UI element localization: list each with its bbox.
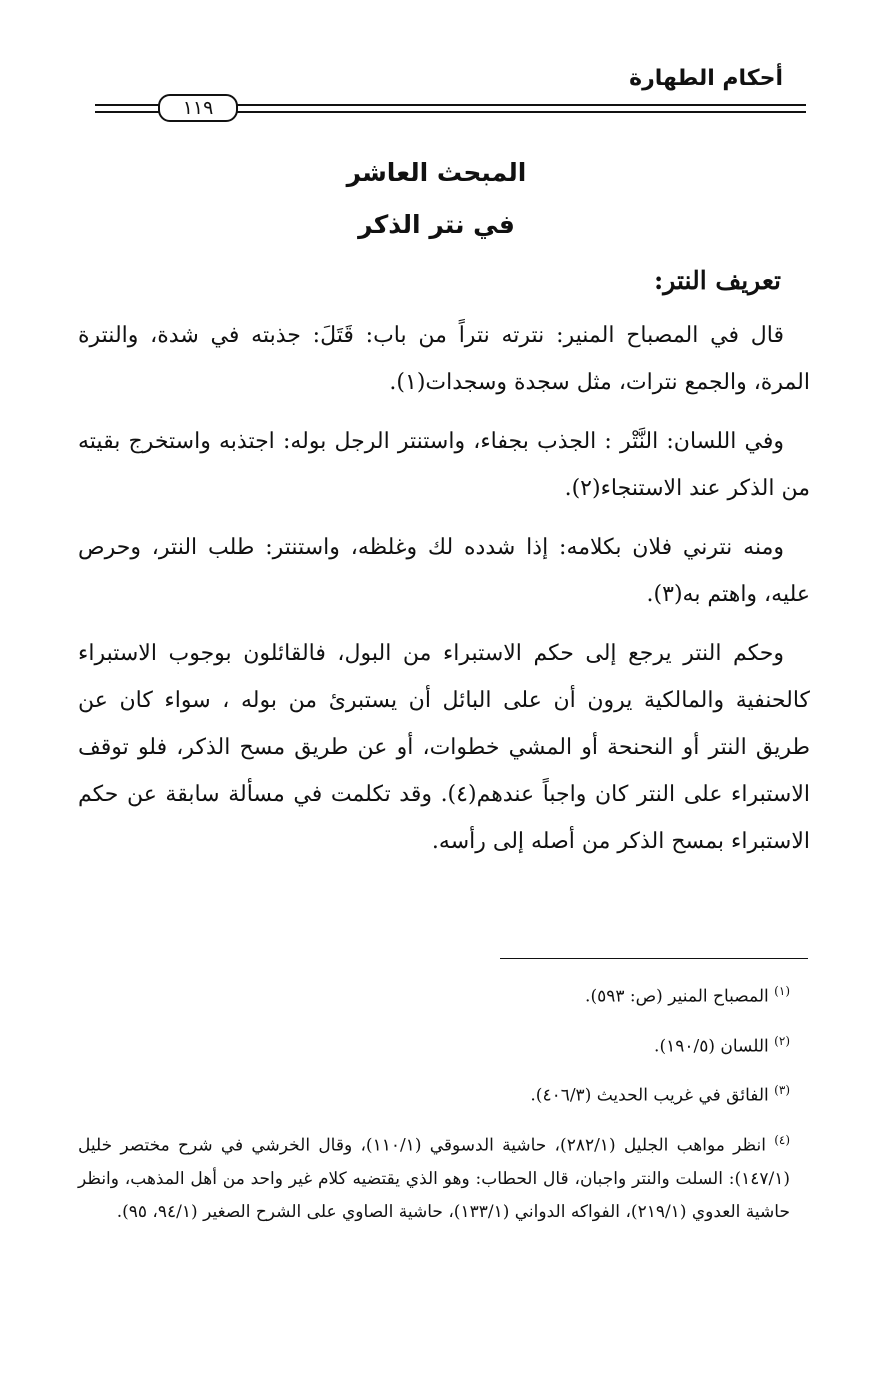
paragraph: ومنه نترني فلان بكلامه: إذا شدده لك وغلظه، واستنتر: طلب النتر، وحرص عليه، واهتم به(٣). [78,535,810,607]
footnote [78,1025,810,1064]
footnote-mark: (٣) [774,1083,790,1098]
header-rule-left [95,104,160,113]
footnote-text: انظر مواهب الجليل (٢٨٢/١)، حاشية الدسوقي (١١٠/١)، وقال الخرشي في شرح مختصر خليل (١٤٧/١): السلت والنتر واجبان، قال الحطاب: وهو الذي يقتضيه كلام غير واحد من أهل المذهب، وانظر حاشية العدوي (٢١٩/١)، الفواكه الدواني (١٣٣/١)، حاشية الصاوي على الشرح الصغير (٩٤/١، ٩٥). [78,1135,790,1222]
footnote-separator [500,958,808,959]
footnote [78,1124,810,1229]
header-rule-right [232,104,806,113]
chapter-title: المبحث العاشر [346,158,527,187]
footnote-text: الفائق في غريب الحديث (٤٠٦/٣). [530,1085,769,1106]
paragraph: قال في المصباح المنير: نترته نتراً من باب: قَتَلَ: جذبته في شدة، والنترة المرة، والجمع نترات، مثل سجدة وسجدات(١). [78,323,810,395]
section-heading: تعريف النتر: [653,266,781,295]
footnote [78,1074,810,1113]
footnote [78,975,810,1014]
footnote-text: اللسان (١٩٠/٥). [654,1036,769,1057]
paragraph: وفي اللسان: النَّتْر : الجذب بجفاء، واستنتر الرجل بوله: اجتذبه واستخرج بقيته من الذكر عند الاستنجاء(٢). [78,429,810,501]
chapter-subtitle: في نتر الذكر [358,210,515,239]
running-title: أحكام الطهارة [629,66,783,91]
footnotes [78,975,810,1240]
body-text [78,312,810,877]
footnote-mark: (١) [774,984,790,998]
page-number: ١١٩ [158,94,238,122]
footnote-mark: (٢) [774,1033,790,1048]
footnote-mark: (٤) [774,1132,791,1147]
footnote-text: المصباح المنير (ص: ٥٩٣). [585,986,769,1007]
paragraph: وحكم النتر يرجع إلى حكم الاستبراء من البول، فالقائلون بوجوب الاستبراء كالحنفية والمالكية يرون أن على البائل أن يستبرئ من بوله ، سواء كان عن طريق النتر أو النحنحة أو المشي خطوات، أو عن طريق مسح الذكر، فلو توقف الاستبراء على النتر كان واجباً عندهم(٤). وقد تكلمت في مسألة سابقة عن حكم الاستبراء بمسح الذكر من أصله إلى رأسه. [78,641,811,854]
